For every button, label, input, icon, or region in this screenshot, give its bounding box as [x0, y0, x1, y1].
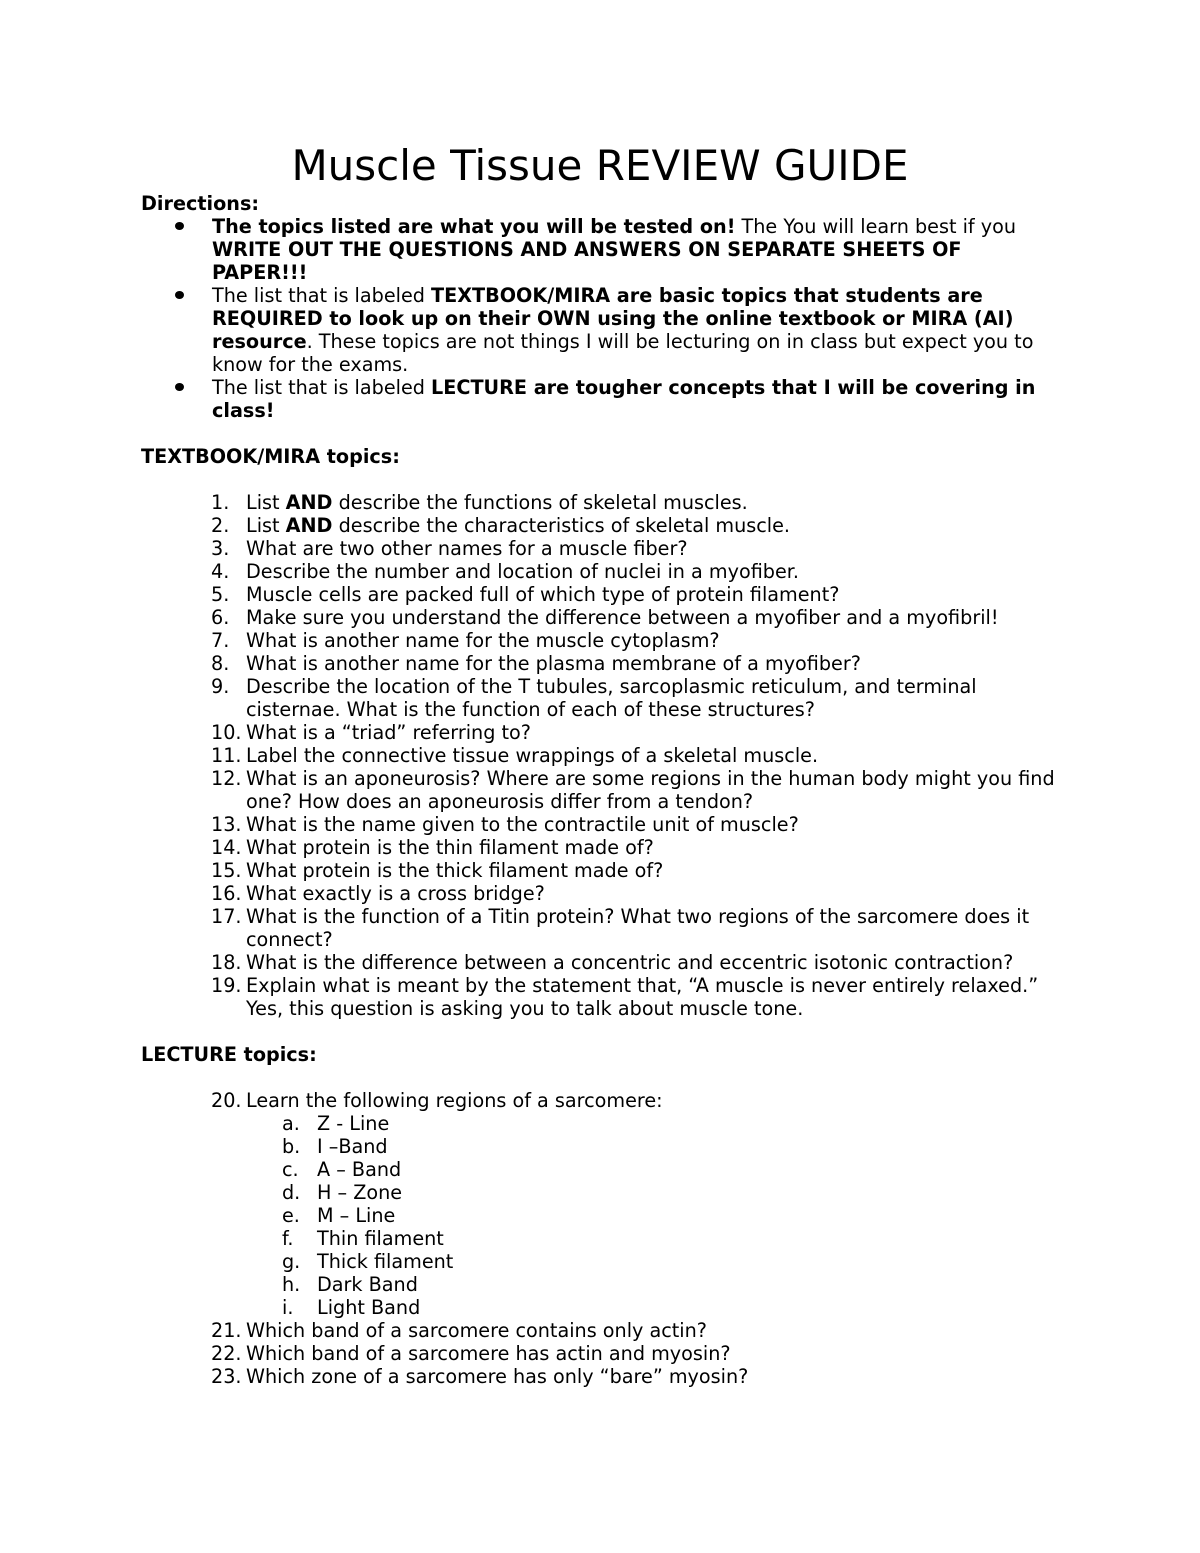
directions-list	[141, 215, 1061, 422]
list-item: 13. What is the name given to the contractile unit of muscle?	[211, 813, 799, 836]
sub-list-item: d. H – Zone	[282, 1181, 403, 1204]
list-item: 19. Explain what is meant by the statement that, “A muscle is never entirely relaxed.” Yes, this question is asking you to talk about muscle tone.	[211, 974, 1039, 1020]
sub-list-item: e. M – Line	[282, 1204, 396, 1227]
list-item: 8. What is another name for the plasma membrane of a myofiber?	[211, 652, 861, 675]
list-item: 23. Which zone of a sarcomere has only “bare” myosin?	[211, 1365, 749, 1388]
list-item: 2. List AND describe the characteristics of skeletal muscle.	[211, 514, 791, 537]
list-item: 4. Describe the number and location of nuclei in a myofiber.	[211, 560, 799, 583]
sub-list-item: g. Thick filament	[282, 1250, 454, 1273]
sarcomere-regions-list	[141, 1112, 1061, 1319]
sub-list-item: b. I –Band	[282, 1135, 388, 1158]
list-item: 18. What is the difference between a concentric and eccentric isotonic contraction?	[211, 951, 1014, 974]
list-item: 11. Label the connective tissue wrappings of a skeletal muscle.	[211, 744, 819, 767]
list-item: 10. What is a “triad” referring to?	[211, 721, 531, 744]
bullet-icon	[175, 383, 184, 391]
sub-list-item: c. A – Band	[282, 1158, 402, 1181]
sub-list-item: i. Light Band	[282, 1296, 421, 1319]
list-item: 1. List AND describe the functions of skeletal muscles.	[211, 491, 748, 514]
bullet-icon	[175, 222, 184, 230]
sub-list-item: f. Thin filament	[282, 1227, 444, 1250]
directions-label: Directions:	[141, 192, 260, 215]
lecture-heading: LECTURE topics:	[141, 1043, 317, 1066]
textbook-heading: TEXTBOOK/MIRA topics:	[141, 445, 400, 468]
page-title: Muscle Tissue REVIEW GUIDE	[291, 141, 909, 190]
list-item: 22. Which band of a sarcomere has actin and myosin?	[211, 1342, 731, 1365]
list-item: 5. Muscle cells are packed full of which type of protein filament?	[211, 583, 840, 606]
list-item: 16. What exactly is a cross bridge?	[211, 882, 545, 905]
list-item: 14. What protein is the thin filament made of?	[211, 836, 654, 859]
direction-bullet: The topics listed are what you will be tested on! The You will learn best if you WRITE OUT THE QUESTIONS AND ANSWERS ON SEPARATE SHEETS OF PAPER!!!	[141, 215, 1061, 284]
list-item: 15. What protein is the thick filament made of?	[211, 859, 664, 882]
list-item: 9. Describe the location of the T tubules, sarcoplasmic reticulum, and terminal cisternae. What is the function of each of these structures?	[211, 675, 977, 721]
direction-bullet: The list that is labeled LECTURE are tougher concepts that I will be covering in class!	[141, 376, 1061, 422]
sub-list-item: h. Dark Band	[282, 1273, 418, 1296]
sub-list-item: a. Z - Line	[282, 1112, 390, 1135]
document-page	[141, 140, 1061, 1388]
direction-bullet: The list that is labeled TEXTBOOK/MIRA are basic topics that students are REQUIRED to look up on their OWN using the online textbook or MIRA (AI) resource. These topics are not things I will be lecturing on in class but expect you to know for the exams.	[141, 284, 1061, 376]
list-item: 20. Learn the following regions of a sarcomere:	[211, 1089, 663, 1112]
textbook-list	[141, 491, 1061, 1020]
list-item: 17. What is the function of a Titin protein? What two regions of the sarcomere does it connect?	[211, 905, 1030, 951]
list-item: 21. Which band of a sarcomere contains only actin?	[211, 1319, 707, 1342]
lecture-list-continued	[141, 1319, 1061, 1388]
list-item: 12. What is an aponeurosis? Where are some regions in the human body might you find one? How does an aponeurosis differ from a tendon?	[211, 767, 1055, 813]
list-item: 3. What are two other names for a muscle fiber?	[211, 537, 688, 560]
list-item: 6. Make sure you understand the difference between a myofiber and a myofibril!	[211, 606, 999, 629]
list-item: 7. What is another name for the muscle cytoplasm?	[211, 629, 720, 652]
bullet-icon	[175, 291, 184, 299]
lecture-list	[141, 1089, 1061, 1112]
